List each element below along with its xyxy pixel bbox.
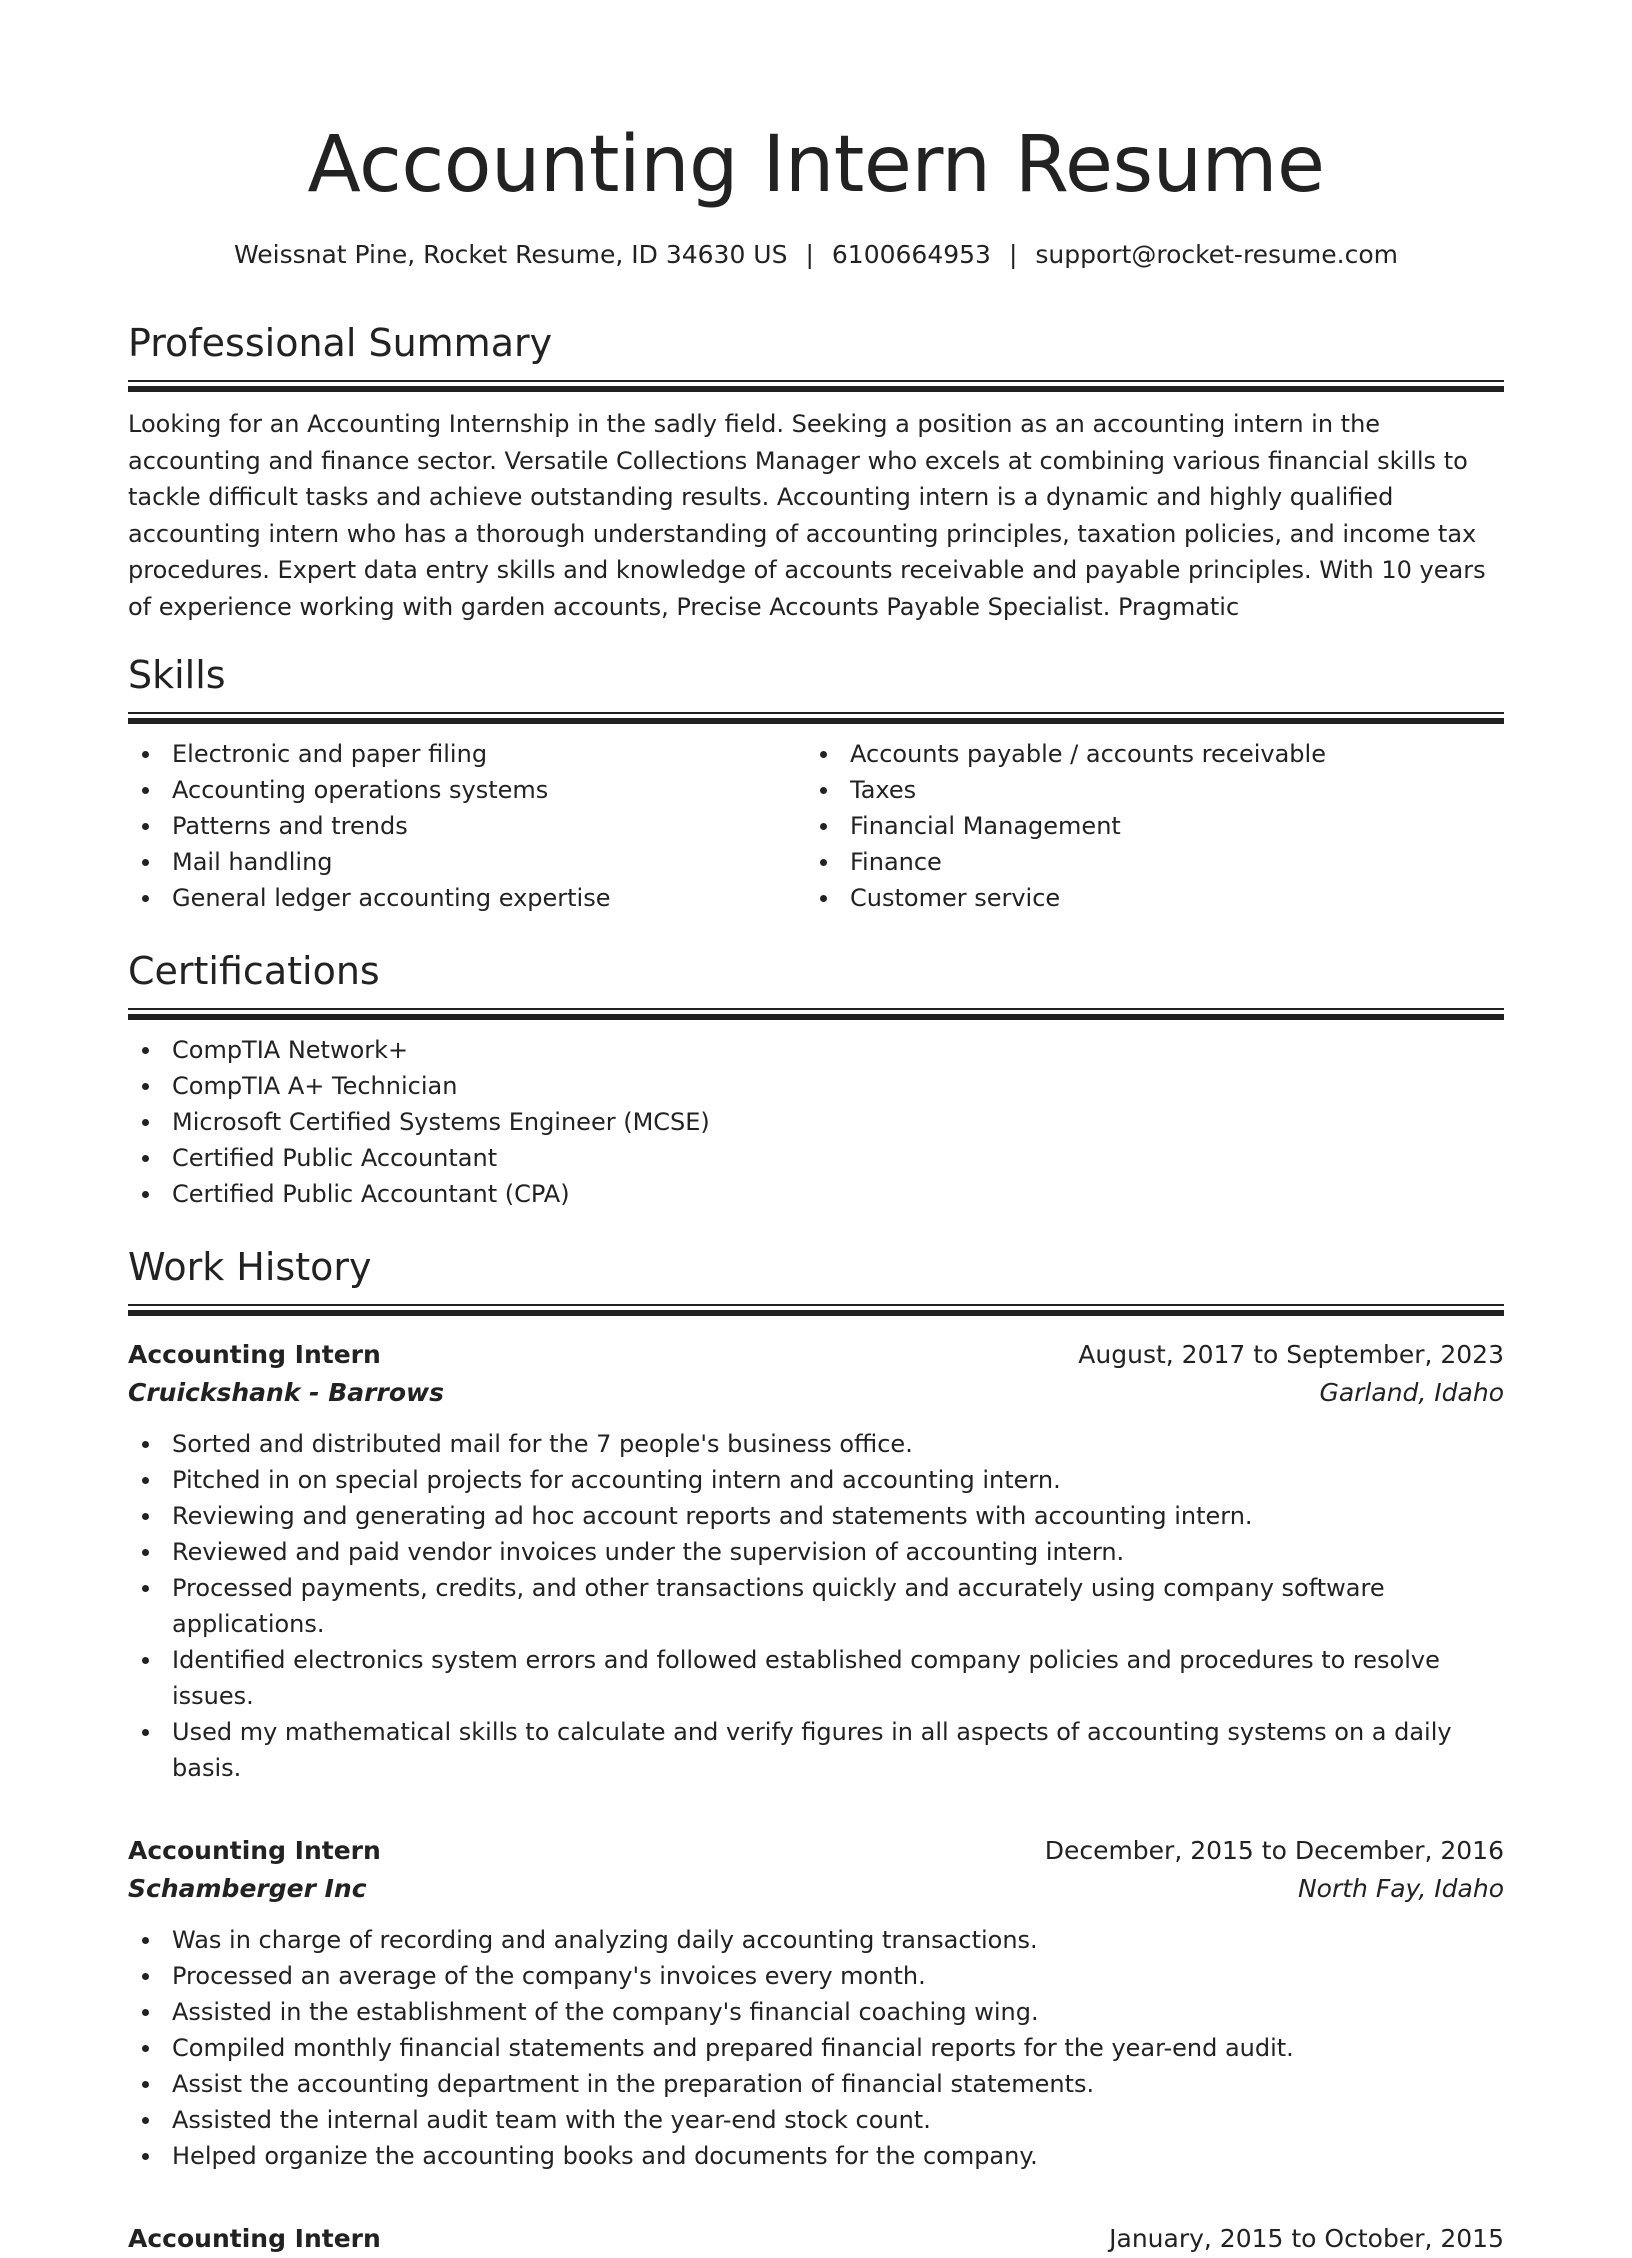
resume-title: Accounting Intern Resume xyxy=(307,120,1325,210)
job-dates: December, 2015 to December, 2016 xyxy=(1044,1836,1504,1865)
skill-item: Financial Management xyxy=(806,808,1484,844)
job-entry xyxy=(128,1336,1504,1786)
certification-item: CompTIA Network+ xyxy=(128,1032,1504,1068)
summary-text: Looking for an Accounting Internship in the sadly field. Seeking a position as an accounting intern in the accounting and finance sector. Versatile Collections Manager who excels at combining various financial skills to tackle difficult tasks and achieve outstanding results. Accounting intern is a dynamic and highly qualified accounting intern who has a thorough understanding of accounting principles, taxation policies, and income tax procedures. Expert data entry skills and knowledge of accounts receivable and payable principles. With 10 years of experience working with garden accounts, Precise Accounts Payable Specialist. Pragmatic xyxy=(128,410,1486,621)
contact-line xyxy=(128,240,1504,269)
job-dates: January, 2015 to October, 2015 xyxy=(1109,2224,1504,2253)
job-duty-item: Reviewed and paid vendor invoices under the supervision of accounting intern. xyxy=(128,1534,1504,1570)
skill-item: Patterns and trends xyxy=(128,808,806,844)
skill-item: Accounts payable / accounts receivable xyxy=(806,736,1484,772)
job-duty-item: Sorted and distributed mail for the 7 people's business office. xyxy=(128,1426,1504,1462)
job-duty-item: Identified electronics system errors and followed established company policies and procedures to resolve issues. xyxy=(128,1642,1504,1714)
section-divider xyxy=(128,1304,1504,1316)
job-entry xyxy=(128,1832,1504,2174)
job-location: North Fay, Idaho xyxy=(1297,1874,1504,1903)
skill-item: Mail handling xyxy=(128,844,806,880)
job-location: Garland, Idaho xyxy=(1319,1378,1504,1407)
certification-item: CompTIA A+ Technician xyxy=(128,1068,1504,1104)
job-company-row xyxy=(128,1870,1504,1908)
job-duty-item: Used my mathematical skills to calculate and verify figures in all aspects of accounting systems on a daily basis. xyxy=(128,1714,1504,1786)
job-company: Cruickshank - Barrows xyxy=(128,1378,444,1407)
section-divider xyxy=(128,712,1504,724)
job-duty-item: Compiled monthly financial statements and prepared financial reports for the year-end audit. xyxy=(128,2030,1504,2066)
job-duty-item: Processed payments, credits, and other transactions quickly and accurately using company software applications. xyxy=(128,1570,1504,1642)
skills-list-left xyxy=(128,736,806,916)
certifications-section xyxy=(128,946,1504,1212)
job-duty-item: Reviewing and generating ad hoc account reports and statements with accounting intern. xyxy=(128,1498,1504,1534)
skill-item: Finance xyxy=(806,844,1484,880)
job-duties-list xyxy=(128,1426,1504,1786)
certifications-list xyxy=(128,1032,1504,1212)
certifications-heading: Certifications xyxy=(128,949,380,993)
job-duty-item: Assisted in the establishment of the company's financial coaching wing. xyxy=(128,1994,1504,2030)
certification-item: Certified Public Accountant (CPA) xyxy=(128,1176,1504,1212)
work-history-heading: Work History xyxy=(128,1245,372,1289)
skills-heading: Skills xyxy=(128,653,226,697)
job-duty-item: Assist the accounting department in the preparation of financial statements. xyxy=(128,2066,1504,2102)
job-duty-item: Pitched in on special projects for accounting intern and accounting intern. xyxy=(128,1462,1504,1498)
contact-separator: | xyxy=(1008,240,1018,269)
summary-section xyxy=(128,318,1504,625)
certification-item: Certified Public Accountant xyxy=(128,1140,1504,1176)
summary-heading: Professional Summary xyxy=(128,321,553,365)
job-header-row xyxy=(128,1832,1504,1870)
skill-item: General ledger accounting expertise xyxy=(128,880,806,916)
job-header-row xyxy=(128,2220,1504,2258)
contact-phone: 6100664953 xyxy=(831,240,991,269)
skill-item: Customer service xyxy=(806,880,1484,916)
contact-email: support@rocket-resume.com xyxy=(1035,240,1399,269)
skill-item: Electronic and paper filing xyxy=(128,736,806,772)
job-duty-item: Helped organize the accounting books and documents for the company. xyxy=(128,2138,1504,2174)
skills-section xyxy=(128,650,1504,916)
job-entry xyxy=(128,2220,1504,2258)
skills-list-right xyxy=(806,736,1484,916)
job-company: Schamberger Inc xyxy=(128,1874,367,1903)
job-title: Accounting Intern xyxy=(128,1836,381,1865)
resume-page xyxy=(128,0,1504,2253)
skills-columns xyxy=(128,724,1504,916)
certification-item: Microsoft Certified Systems Engineer (MCSE) xyxy=(128,1104,1504,1140)
job-duty-item: Processed an average of the company's invoices every month. xyxy=(128,1958,1504,1994)
skill-item: Accounting operations systems xyxy=(128,772,806,808)
section-divider xyxy=(128,380,1504,392)
contact-address: Weissnat Pine, Rocket Resume, ID 34630 US xyxy=(233,240,788,269)
work-history-section xyxy=(128,1242,1504,2258)
skill-item: Taxes xyxy=(806,772,1484,808)
contact-separator: | xyxy=(805,240,814,269)
job-dates: August, 2017 to September, 2023 xyxy=(1078,1340,1504,1369)
job-duty-item: Assisted the internal audit team with the year-end stock count. xyxy=(128,2102,1504,2138)
section-divider xyxy=(128,1008,1504,1020)
job-title: Accounting Intern xyxy=(128,2224,381,2253)
job-header-row xyxy=(128,1336,1504,1374)
job-duties-list xyxy=(128,1922,1504,2174)
job-duty-item: Was in charge of recording and analyzing daily accounting transactions. xyxy=(128,1922,1504,1958)
job-title: Accounting Intern xyxy=(128,1340,381,1369)
job-company-row xyxy=(128,1374,1504,1412)
